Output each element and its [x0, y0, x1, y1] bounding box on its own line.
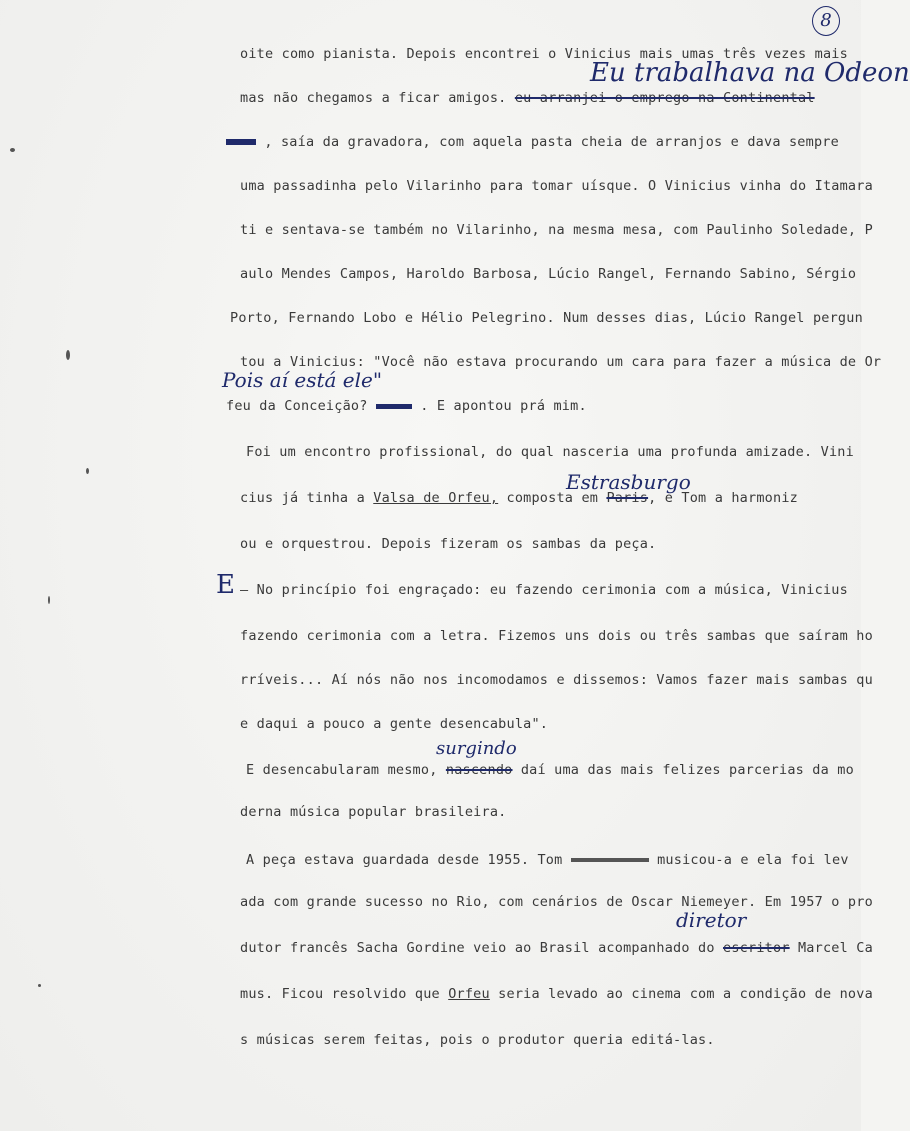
margin-speck: [38, 984, 41, 987]
struck-text: nascendo: [445, 762, 513, 778]
text-span: daí uma das mais felizes parcerias da mo: [520, 762, 854, 778]
scribble-mark: [226, 139, 256, 145]
typed-strikeout: [571, 858, 649, 862]
text-span: dutor francês Sacha Gordine veio ao Brasil acompanhado do: [240, 940, 715, 956]
text-span: . E apontou prá mim.: [420, 398, 587, 414]
text-line: [246, 852, 849, 868]
dialogue-bracket-mark: E: [216, 570, 235, 600]
margin-speck: [86, 468, 89, 474]
margin-speck: [10, 148, 15, 152]
text-line: [226, 398, 587, 414]
text-line: derna música popular brasileira.: [240, 804, 507, 820]
handwritten-insert: Pois aí está ele": [222, 368, 383, 392]
text-line: ti e sentava-se também no Vilarinho, na mesma mesa, com Paulinho Soledade, P: [240, 222, 873, 238]
text-span: seria levado ao cinema com a condição de nova: [498, 986, 873, 1002]
text-line: rríveis... Aí nós não nos incomodamos e dissemos: Vamos fazer mais sambas qu: [240, 672, 873, 688]
text-line: s músicas serem feitas, pois o produtor queria editá-las.: [240, 1032, 715, 1048]
text-line: aulo Mendes Campos, Haroldo Barbosa, Lúcio Rangel, Fernando Sabino, Sérgio: [240, 266, 857, 282]
handwritten-insert: Eu trabalhava na Odeon: [590, 58, 910, 88]
text-span: mus. Ficou resolvido que: [240, 986, 440, 1002]
text-span: composta em: [506, 490, 599, 506]
text-line: tou a Vinicius: "Você não estava procurando um cara para fazer a música de Or: [240, 354, 882, 370]
text-span: Marcel Ca: [797, 940, 873, 956]
struck-text: eu arranjei o emprego na Continental: [514, 90, 815, 106]
text-span: feu da Conceição?: [226, 398, 368, 414]
margin-speck: [48, 596, 50, 604]
text-span: cius já tinha a: [240, 490, 365, 506]
text-line: [240, 90, 815, 106]
text-span: E desencabularam mesmo,: [246, 762, 438, 778]
text-line: uma passadinha pelo Vilarinho para tomar uísque. O Vinicius vinha do Itamara: [240, 178, 873, 194]
struck-text: escritor: [723, 940, 790, 956]
text-line: ada com grande sucesso no Rio, com cenários de Oscar Niemeyer. Em 1957 o pro: [240, 894, 873, 910]
text-line: fazendo cerimonia com a letra. Fizemos uns dois ou três sambas que saíram ho: [240, 628, 873, 644]
text-line: e daqui a pouco a gente desencabula".: [240, 716, 549, 732]
text-line: Foi um encontro profissional, do qual nasceria uma profunda amizade. Vini: [246, 444, 854, 460]
text-line: Porto, Fernando Lobo e Hélio Pelegrino. Num desses dias, Lúcio Rangel pergun: [230, 310, 863, 326]
page-number: 8: [812, 6, 840, 36]
text-span: musicou-a e ela foi lev: [657, 852, 849, 868]
text-line: [246, 762, 854, 778]
text-line: [226, 134, 839, 150]
struck-text: Paris: [606, 490, 649, 506]
text-span: harmoniz: [731, 490, 798, 506]
text-line: oite como pianista. Depois encontrei o Vinicius mais umas três vezes mais: [240, 46, 848, 62]
handwritten-insert: surgindo: [436, 738, 517, 759]
underlined-title: Valsa de Orfeu,: [373, 490, 499, 506]
handwritten-insert: diretor: [676, 908, 747, 932]
text-span: , saía da gravadora, com aquela pasta cheia de arranjos e dava sempre: [264, 134, 839, 150]
text-span: A peça estava guardada desde 1955. Tom: [246, 852, 563, 868]
text-line: [240, 940, 873, 956]
scribble-mark: [376, 404, 412, 409]
margin-speck: [66, 350, 70, 360]
text-line: ou e orquestrou. Depois fizeram os sambas da peça.: [240, 536, 657, 552]
text-span: , e Tom a: [648, 490, 724, 506]
text-line: — No princípio foi engraçado: eu fazendo cerimonia com a música, Vinicius: [240, 582, 848, 598]
text-span: mas não chegamos a ficar amigos.: [240, 90, 507, 106]
text-line: [240, 490, 798, 506]
handwritten-insert: Estrasburgo: [566, 470, 691, 494]
underlined-title: Orfeu: [448, 986, 490, 1002]
text-line: [240, 986, 873, 1002]
